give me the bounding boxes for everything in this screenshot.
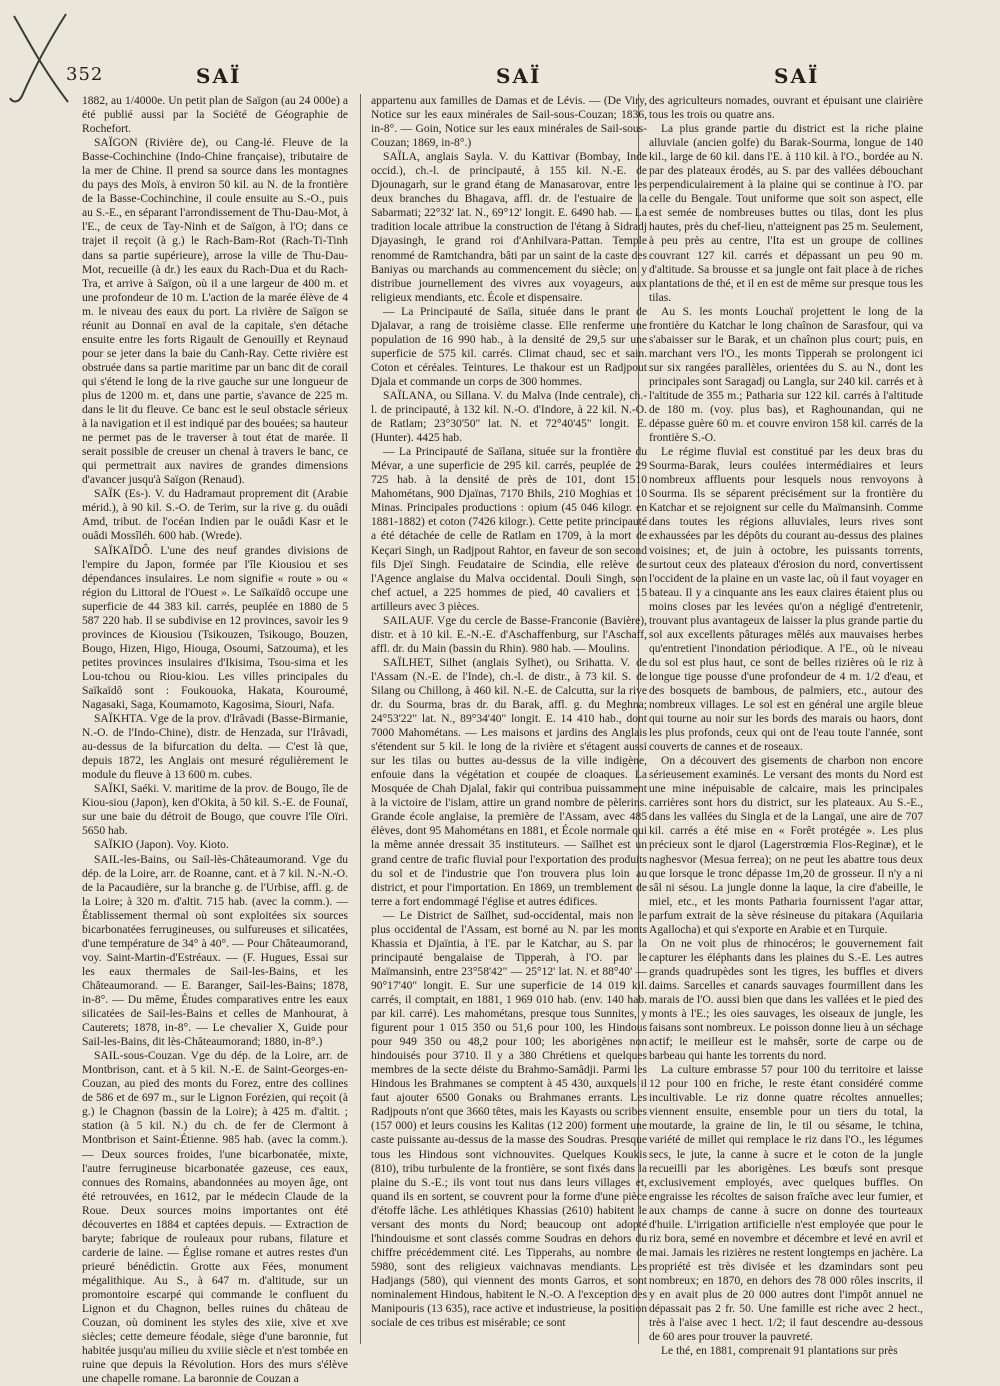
paragraph: Au S. les monts Louchaï projettent le long de la frontière du Katchar le long chaînon de Sarasfour, qui va s'abaisser sur le Barak, et un chaînon plus court; puis, en marchant vers l'O., les monts Tipperah se prolongent ici sur six rangées parallèles, orientées du S. au N., dont les principales sont Saragadj ou Langla, sur 240 kil. carrés et à l'altitude de 355 m.; Patharia sur 122 kil. carrés à l'altitude de 180 m. (voy. plus bas), et Raghounandan, qui ne dépasse guère 60 m. et couvre environ 158 kil. carrés de la frontière S.-O. <box>649 305 923 445</box>
running-headword-center: SAÏ <box>496 64 542 88</box>
dictionary-entry: — La Principauté de Saïla, située dans le prant de Djalavar, a rang de troisième classe. Elle renferme une population de 16 990 hab., à la densité de 29,5 sur une superficie de 575 kil. carrés. Climat chaud, sec et sain. Coton et céréales. Teintures. Le thakour est un Radjpout Djala et commande un corps de 300 hommes. <box>371 305 647 388</box>
text-column-2 <box>371 94 647 1344</box>
page-header <box>0 64 1000 90</box>
running-headword-right: SAÏ <box>774 64 820 88</box>
dictionary-entry: SAÏK (Es-). V. du Hadramaut proprement dit (Arabie mérid.), à 90 kil. S.-O. de Terim, sur la rive g. du ouâdi Amd, tribut. de l'océan Indien par le ouâdi Kasr et le ouâdi Mossîléh. 600 hab. (Wrede). <box>82 488 348 543</box>
dictionary-entry: SAÏLANA, ou Sillana. V. du Malva (Inde centrale), ch.-l. de principauté, à 132 kil. N.-O. d'Indore, à 22 kil. N.-O. de Ratlam; 23°30'50" lat. N. et 72°40'45" longit. E. (Hunter). 4425 hab. <box>371 389 647 445</box>
dictionary-entry: SAIL-les-Bains, ou Sail-lès-Châteaumorand. Vge du dép. de la Loire, arr. de Roanne, cant. et à 7 kil. N.-N.-O. de la Pacaudière, sur la branche g. de l'Urbise, affl. g. de la Loire; à 320 m. d'altit. 715 hab. (avec la comm.). — Établissement thermal où sont exploitées six sources bicarbonatées ferrugineuses, ou sulfureuses et silicatées, d'une température de 34° à 40°. — Pour Châteaumorand, voy. Saint-Martin-d'Estréaux. — (F. Hugues, Essai sur les eaux thermales de Sail-les-Bains, et les Châteaumorand. — E. Baranger, Sail-les-Bains; 1878, in-8°. — Du même, Études comparatives entre les eaux silicatées de Sail-les-Bains et celles de Manhourat, à Cauterets; 1878, in-8°. — Le chevalier X, Guide pour Sail-les-Bains, dit lès-Châteaumorand; 1880, in-8°.) <box>82 853 348 1049</box>
dictionary-entry: SAÏKI, Saéki. V. maritime de la prov. de Bougo, île de Kiou-siou (Japon), ken d'Okita, à 50 kil. S.-E. de Founaï, sur une baie du détroit de Bougo, que couvre l'île Oïri. 5650 hab. <box>82 783 348 838</box>
paragraph: des agriculteurs nomades, ouvrant et épuisant une clairière tous les trois ou quatre ans. <box>649 95 923 122</box>
paragraph: Le régime fluvial est constitué par les deux bras du Sourma-Barak, leurs coulées intermédiaires et leurs nombreux affluents pour lesquels nous renvoyons à Sourma. Ils se séparent précisément sur la frontière du Katchar et se rejoignent sur celle du Maïmansinh. Comme dans toutes les régions alluviales, leurs rives sont exhaussées par les dépôts du courant au-dessus des plaines voisines; et, de juin à octobre, les puissants torrents, surtout ceux des plateaux d'érosion du nord, convertissent l'occident de la plaine en un vaste lac, où il faut voyager en bateau. Il y a cinquante ans les eaux claires étaient plus ou moins closes par les levées qu'on a négligé d'entretenir, trouvant plus avantageux de laisser la plus grande partie du sol aux excellents pâturages mêlés aux mauvaises herbes qu'entretient l'inondation périodique. A l'E., où le niveau du sol est plus haut, ce sont de belles rizières où le riz à longue tige pousse d'une profondeur de 4 m. 1/2 d'eau, et des bosquets de bambous, de palmiers, etc., autour des nombreux villages. Le sol est en général une argile bleue qui tourne au noir sur les bords des marais ou haors, dont les plus profonds, ceux qui ont de l'eau toute l'année, sont couverts de cannes et de roseaux. <box>649 446 923 754</box>
paragraph: 1882, au 1/4000e. Un petit plan de Saïgon (au 24 000e) a été publié aussi par la Société de Géographie de Rochefort. <box>82 95 348 136</box>
dictionary-entry: SAIL-sous-Couzan. Vge du dép. de la Loire, arr. de Montbrison, cant. et à 5 kil. N.-E. de Saint-Georges-en-Couzan, au pied des monts du Forez, entre des collines de 586 et de 697 m., sur le Lignon Forézien, qui reçoit (à g.) le Chagnon (bassin de la Loire); à 425 m. d'altit. ; station (à 5 kil. N.) du ch. de fer de Clermont à Montbrison et Saint-Étienne. 985 hab. (avec la comm.). — Deux sources froides, l'une bicarbonatée, mixte, l'autre ferrugineuse bicarbonatée gazeuse, ces eaux, connues des Romains, abandonnées au moyen âge, ont été retrouvées, en 1612, par le médecin Claude de la Roue. Deux sources moins importantes ont été découvertes en 1884 et captées depuis. — Extraction de baryte; fabrique de rouleaux pour rubans, filature et carderie de laine. — Église romane et autres restes d'un prieuré bénédictin. Grotte aux Fées, monument mégalithique. Au S., à 647 m. d'altitude, sur un promontoire escarpé qui commande le confluent du Lignon et du Chagnon, belles ruines du château de Couzan, où dominent les styles des xiie, xive et xve siècles; cette demeure féodale, siège d'une baronnie, fut habitée jusqu'au milieu du xviiie siècle et n'est tombée en ruine que depuis la Révolution. Hors des murs s'élève une chapelle romane. La baronnie de Couzan a <box>82 1050 348 1386</box>
paragraph: Le thé, en 1881, comprenait 91 plantations sur près <box>661 1345 898 1358</box>
column-divider <box>360 94 361 1344</box>
page-number: 352 <box>66 64 104 85</box>
dictionary-entry: SAILAUF. Vge du cercle de Basse-Franconie (Bavière), distr. et à 10 kil. E.-N.-E. d'Aschaffenburg, sur l'Aschaff, affl. dr. du Main (bassin du Rhin). 980 hab. — Moulins. <box>371 614 647 655</box>
dictionary-entry: — La Principauté de Saïlana, située sur la frontière du Mévar, a une superficie de 295 kil. carrés, peuplée de 29 725 hab. à la densité de près de 101, dont 1510 Mahométans, 900 Djaïnas, 7170 Bhils, 210 Moghias et 10 Minas. Principales productions : opium (45 046 kilogr. en 1881-1882) et coton (7426 kilogr.). Cette petite principauté a été détachée de celle de Ratlam en 1709, à la mort de Keçari Singh, un Radjpout Rahtor, en faveur de son second fils Djeï Singh. Feudataire de Scindia, elle relève de l'Agence anglaise du Malva occidental. Douli Singh, son chef actuel, a 225 hommes de pied, 40 cavaliers et 15 artilleurs avec 3 pièces. <box>371 446 647 613</box>
paragraph: La culture embrasse 57 pour 100 du territoire et laisse 12 pour 100 en friche, le reste étant considéré comme incultivable. Le riz donne quatre récoltes annuelles; viennent ensuite, ensemble pour un tiers du total, la moutarde, la graine de lin, le til ou sésame, le tchina, variété de millet qui remplace le riz dans l'O., les légumes secs, le jute, la canne à sucre et le coton de la jungle recueilli par les aborigènes. Les bœufs sont presque exclusivement employés, avec quelques buffles. On engraisse les récoltes de saison fraîche avec leur fumier, et aux champs de canne à sucre on donne des tourteaux d'huile. L'irrigation artificielle n'est employée que pour le riz bora, semé en novembre et décembre et levé en avril et mai. Jamais les rizières ne restent longtemps en jachère. La propriété est très divisée et les dzamindars sont peu nombreux; en 1870, en dehors des 78 000 rôles inscrits, il y en avait plus de 20 000 autres dont l'impôt annuel ne dépassait pas 2 fr. 50. Une famille est riche avec 2 hect., très à l'aise avec 1 hect. 1/2; il faut descendre au-dessous de 60 ares pour trouver la pauvreté. <box>649 1064 923 1344</box>
handwritten-x-mark <box>6 10 76 105</box>
dictionary-entry: SAÏGON (Rivière de), ou Cang-lé. Fleuve de la Basse-Cochinchine (Indo-Chine française), tributaire de la mer de Chine. Il prend sa source dans les montagnes du pays des Moïs, à environ 50 kil. au N. de la frontière de la Basse-Cochinchine, il coule ensuite au S.-O., puis au S.-E., en séparant l'arrondissement de Thu-Dau-Mot, à l'E., de ceux de Tay-Ninh et de Saïgon, à l'O; dans ce trajet il reçoit (à g.) le Rach-Bam-Rot (Rach-Ti-Tinh dans sa partie supérieure), arrose la ville de Thu-Dau-Mot, recueille (à dr.) les eaux du Rach-Dua et du Rach-Tra, et arrive à Saïgon, où il a une largeur de 400 m. et une profondeur de 10 m. L'action de la marée élève de 4 m. le niveau des eaux du port. La rivière de Saïgon se réunit au Donnaï en aval de la capitale, s'en détache ensuite entre les forts Rigault de Genouilly et Reynaud pour se jeter dans la baie du Canh-Ray. Cette rivière est obstruée dans sa partie maritime par un banc dit de corail qui s'étend le long de la rive gauche sur une longueur de plus de 1200 m. et, dans une partie, s'avance de 225 m. dans le lit du fleuve. Ce banc est le seul obstacle sérieux à la navigation et il est indiqué par des bouées; sa hauteur ne permet pas de le traverser à tout état de marée. Il serait possible de creuser un chenal à travers le banc, ce qui permettrait aux navires de grandes dimensions d'avancer jusqu'à Saïgon (Renaud). <box>82 137 348 487</box>
text-column-3 <box>649 94 923 1358</box>
dictionary-entry: SAÏLHET, Silhet (anglais Sylhet), ou Srihatta. V. de l'Assam (N.-E. de l'Inde), ch.-l. de distr., à 73 kil. S. de Silang ou Chillong, à 460 kil. N.-E. de Calcutta, sur la rive dr. du Sourma, bras dr. du Barak, affl. g. du Meghna; 24°53'22" lat. N., 89°34'40" longit. E. 14 410 hab., dont 7000 Mahométans. — Les maisons et jardins des Anglais s'étendent sur 5 kil. le long de la rivière et s'étagent aussi sur les tilas ou buttes au-dessus de la ville indigène, enfouie dans la végétation et coupée de cloaques. La Mosquée de Chah Djalal, fakir qui contribua puissamment à la victoire de l'islam, attire un grand nombre de pèlerins. Grande école anglaise, la première de l'Assam, avec 485 élèves, dont 95 Mahométans en 1881, et École normale qui la même année dressait 35 instituteurs. — Saïlhet est un grand centre de trafic fluvial pour l'exportation des produits du sol et de l'industrie que l'on trouvera plus loin au district, et pour l'importation. En 1869, un tremblement de terre a fort endommagé l'église et autres édifices. <box>371 656 647 908</box>
paragraph: On ne voit plus de rhinocéros; le gouvernement fait capturer les éléphants dans les plaines du S.-E. Les autres grands quadrupèdes sont les tigres, les buffles et divers daims. Sarcelles et canards sauvages fourmillent dans les marais de l'O. aussi bien que dans les vallées et le pied des monts à l'E.; les oies sauvages, les oiseaux de jungle, les faisans sont nombreux. Le poisson donne lieu à un séchage actif; le meilleur est le mahsêr, sorte de carpe ou de barbeau qui hante les torrents du nord. <box>649 937 923 1063</box>
dictionary-entry: SAÏLA, anglais Sayla. V. du Kattivar (Bombay, Inde occid.), ch.-l. de principauté, à 155 kil. N.-E. de Djounagarh, sur le grand étang de Manasarovar, entre les deux branches du Bhagava, affl. dr. de l'estuaire de la Sabarmati; 22°32' lat. N., 69°12' longit. E. 6490 hab. — La tradition locale attribue la construction de l'étang à Sidradj Djayasingh, le grand roi d'Anhilvara-Pattan. Temple renommé de Ramtchandra, bâti par un saint de la caste des Baniyas ou marchands au commencement du siècle; on y distribue journellement des vivres aux voyageurs, aux religieux mendiants, etc. École et dispensaire. <box>371 151 647 304</box>
dictionary-entry: SAÏKAÏDÔ. L'une des neuf grandes divisions de l'empire du Japon, formée par l'île Kiousiou et ses dépendances insulaires. Le nom signifie « route » ou « région du Littoral de l'Ouest ». Le Saïkaïdô occupe une superficie de 44 383 kil. carrés, peuplée en 1880 de 5 587 220 hab. Il se subdivise en 12 provinces, savoir les 9 provinces de Kiousiou (Tsikouzen, Tsikougo, Bouzen, Bougo, Hizen, Higo, Hiouga, Osoumi, Satzouma), et les petites provinces insulaires d'Ikisima, Tsou-sima et les Lou-tchou ou Riou-kiou. Les villes principales du Saïkaïdô sont : Foukouoka, Hakata, Kouroumé, Nagasaki, Saga, Koumamoto, Kagosima, Siouri, Nafa. <box>82 544 348 712</box>
dictionary-entry: SAÏKHTA. Vge de la prov. d'Irâvadi (Basse-Birmanie, N.-O. de l'Indo-Chine), distr. de Henzada, sur l'Irâvadi, au-dessus de la bifurcation du delta. — C'est là que, depuis 1872, les Anglais ont mesuré régulièrement le module du fleuve à 13 600 m. cubes. <box>82 713 348 782</box>
dictionary-entry: SAÏKIO (Japon). Voy. Kioto. <box>94 839 229 852</box>
paragraph: On a découvert des gisements de charbon non encore sérieusement examinés. Le versant des monts du Nord est une mine inépuisable de calcaire, mais les principales carrières sont hors du district, sur les plateaux. Au S.-E., dans les vallées du Singla et de la Langaï, une aire de 707 kil. carrés a été mise en « Forêt protégée ». Les plus précieux sont le djarol (Lagerstrœmia Flos-Reginæ), et le naghesvor (Mesua ferrea); on ne peut les abattre tous deux que lorsque le tronc dépasse 1m,20 de grosseur. Il n'y a ni sâl ni sésou. La jungle donne la laque, la cire d'abeille, le miel, etc., et les monts Patharia fournissent l'agar attar, parfum extrait de la sève résineuse du pitakara (Aquilaria Agallocha) et qui s'exporte en Arabie et en Turquie. <box>649 755 923 936</box>
dictionary-entry: — Le District de Saïlhet, sud-occidental, mais non le plus occidental de l'Assam, est borné au N. par les monts Khassia et Djaïntia, à l'E. par le Katchar, au S. par la principauté bengalaise de Tipperah, à l'O. par le Maïmansinh, entre 23°58'42" — 25°12' lat. N. et 88°40' — 90°17'40" longit. E. Sur une superficie de 14 019 kil. carrés, il comptait, en 1881, 1 969 010 hab. (env. 140 hab. par kil. carré). Les mahométans, presque tous Sunnites, y figurent pour 1 015 350 ou 51,6 pour 100, les Hindous pour 949 350 ou 48,2 pour 100; les aborigènes non hindouisés pour 3710. Il y a 380 Chrétiens et quelques membres de la secte déiste du Brahmo-Samâdji. Parmi les Hindous les Brahmanes se comptent à 45 430, auxquels il faut ajouter 6500 Gonaks ou Brahmanes errants. Les Radjpouts n'ont que 3660 têtes, mais les Kayasts ou scribes (157 000) et leurs cousins les Kalitas (12 200) forment une caste puissante au-dessus de la masse des Soudras. Presque tous les Hindous sont vichnouvites. Quelques Koukis (810), tribu turbulente de la frontière, se sont fixés dans la plaine du S.-E.; ils vont tout nus dans leurs villages et, quand ils en sortent, se couvrent pour la forme d'une pièce d'étoffe lâche. Les athlétiques Khassias (2610) habitent le versant des monts du Nord; beaucoup ont adopté l'hindouisme et sont classés comme Soudras en dehors du chiffre précédemment cité. Les Tipperahs, au nombre de 5980, sont des religieux vaichnavas mendiants. Les Hadjangs (580), qui viennent des monts Garros, et sont nominalement Hindous, habitent le N.-O. A l'exception des Manipouris (13 635), race active et industrieuse, la position sociale de ces tribus est misérable; ce sont <box>371 909 647 1330</box>
text-column-1 <box>82 94 348 1386</box>
running-headword-left: SAÏ <box>196 64 242 88</box>
paragraph: La plus grande partie du district est la riche plaine alluviale (ancien golfe) du Barak-Sourma, longue de 140 kil., large de 60 kil. dans l'E. à 110 kil. à l'O., bordée au N. par des plateaux érodés, au S. par des vallées débouchant perpendiculairement à la plaine qui se continue à l'O. par celle du Bengale. Tout uniforme que soit son aspect, elle est semée de nombreuses buttes ou tilas, dont les plus hautes, près du chef-lieu, n'atteignent pas 25 m. Seulement, à peu près au centre, l'Ita est un groupe de collines couvrant 127 kil. carrés et dépassant un peu 90 m. d'altitude. Sa brousse et sa jungle ont fait place à de riches plantations de thé, et il en est de même sur presque tous les tilas. <box>649 123 923 304</box>
paragraph: appartenu aux familles de Damas et de Lévis. — (De Viry, Notice sur les eaux minérales de Sail-sous-Couzan; 1836, in-8°. — Goin, Notice sur les eaux minérales de Sail-sous-Couzan; 1869, in-8°.) <box>371 95 647 150</box>
